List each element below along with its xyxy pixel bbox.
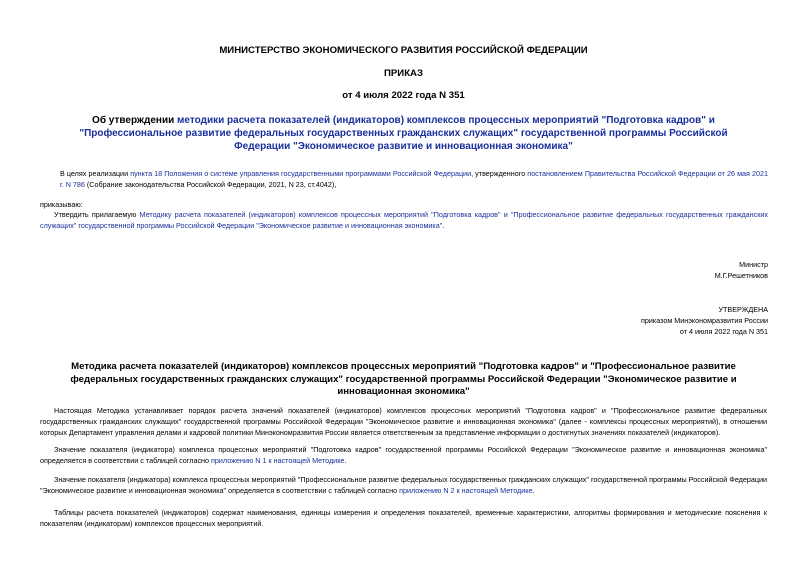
approved-block bbox=[468, 304, 768, 337]
method-paragraph-4: Таблицы расчета показателей (индикаторов) содержат наименования, единицы измерения и определения показателей, временные характеристики, алгоритмы формирования и методические пояснения к показателям (индикаторам) комплексов процессных мероприятий. bbox=[40, 508, 767, 528]
method-p2-text-1: Значение показателя (индикатора) комплекса процессных мероприятий "Подготовка кадров" государственной программы Российской Федерации "Экономическое развитие и инновационная экономика" определяется в соответствии с таблицей согласно bbox=[40, 445, 767, 465]
signature-position: Министр bbox=[739, 260, 768, 269]
method-p3-text-2: . bbox=[532, 486, 535, 495]
order-date-number: от 4 июля 2022 года N 351 bbox=[342, 90, 465, 101]
ministry-heading: МИНИСТЕРСТВО ЭКОНОМИЧЕСКОГО РАЗВИТИЯ РОССИЙСКОЙ ФЕДЕРАЦИИ bbox=[219, 45, 588, 56]
method-p3-text-1: Значение показателя (индикатора) комплекса процессных мероприятий "Профессиональное развитие федеральных государственных гражданских служащих" государственной программы Российской Федерации "Экономическое развитие и инновационная экономика" определяется в соответствии с таблицей согласно bbox=[40, 475, 767, 495]
method-p2-text-2: . bbox=[344, 456, 347, 465]
method-paragraph-2 bbox=[40, 444, 767, 466]
appendix-1-link[interactable]: приложению N 1 к настоящей Методике bbox=[211, 456, 345, 465]
approve-paragraph bbox=[40, 209, 768, 231]
government-decree-link[interactable]: постановлением Правительства Российской Федерации от 26 мая 2021 г. N 786 bbox=[60, 169, 768, 189]
appendix-2-link[interactable]: приложению N 2 к настоящей Методике bbox=[399, 486, 533, 495]
signature-block bbox=[468, 259, 768, 281]
intro-paragraph bbox=[60, 168, 768, 190]
order-title-link[interactable]: методики расчета показателей (индикаторов) комплексов процессных мероприятий "Подготовка кадров" и "Профессиональное развитие федеральных государственных гражданских служащих" государственной программы Российской Федерации "Экономическое развитие и инновационная экономика" bbox=[79, 115, 728, 152]
intro-text-2: , утвержденного bbox=[471, 169, 528, 178]
doc-type-heading: ПРИКАЗ bbox=[384, 68, 423, 79]
intro-text-3: (Собрание законодательства Российской Федерации, 2021, N 23, ст.4042), bbox=[84, 180, 337, 189]
order-title-prefix: Об утверждении bbox=[92, 115, 178, 126]
method-paragraph-1: Настоящая Методика устанавливает порядок расчета значений показателей (индикаторов) комплексов процессных мероприятий "Подготовка кадров" и "Профессиональное развитие федеральных государственных гражданских служащих" государственной программы Российской Федерации "Экономическое развитие и инновационная экономика" (далее - комплексы процессных мероприятий), в отношении которых Департамент управления делами и кадровой политики Минэкономразвития России является ответственным за представление информации о достигнутых значениях показателей (индикаторов). bbox=[40, 406, 767, 437]
approve-text-1: Утвердить прилагаемую bbox=[54, 210, 140, 219]
regulation-link[interactable]: пункта 18 Положения о системе управления государственными программами Российской Федерации bbox=[130, 169, 472, 178]
signature-name: М.Г.Решетников bbox=[714, 271, 768, 280]
approved-line-3: от 4 июля 2022 года N 351 bbox=[679, 327, 768, 336]
approved-line-1: УТВЕРЖДЕНА bbox=[718, 305, 768, 314]
order-title bbox=[50, 114, 757, 153]
method-paragraph-3 bbox=[40, 474, 767, 496]
methodology-title: Методика расчета показателей (индикаторов) комплексов процессных мероприятий "Подготовка кадров" и "Профессиональное развитие федеральных государственных гражданских служащих" государственной программы Российской Федерации "Экономическое развитие и инновационная экономика" bbox=[70, 361, 737, 397]
approve-text-2: . bbox=[442, 221, 445, 230]
ordered-text: приказываю: bbox=[40, 200, 83, 209]
intro-text-1: В целях реализации bbox=[60, 169, 131, 178]
approved-line-2: приказом Минэкономразвития России bbox=[641, 316, 768, 325]
methodology-link[interactable]: Методику расчета показателей (индикаторов) комплексов процессных мероприятий "Подготовка кадров" и "Профессиональное развитие федеральных государственных гражданских служащих" государственной программы Российской Федерации "Экономическое развитие и инновационная экономика" bbox=[40, 210, 768, 230]
